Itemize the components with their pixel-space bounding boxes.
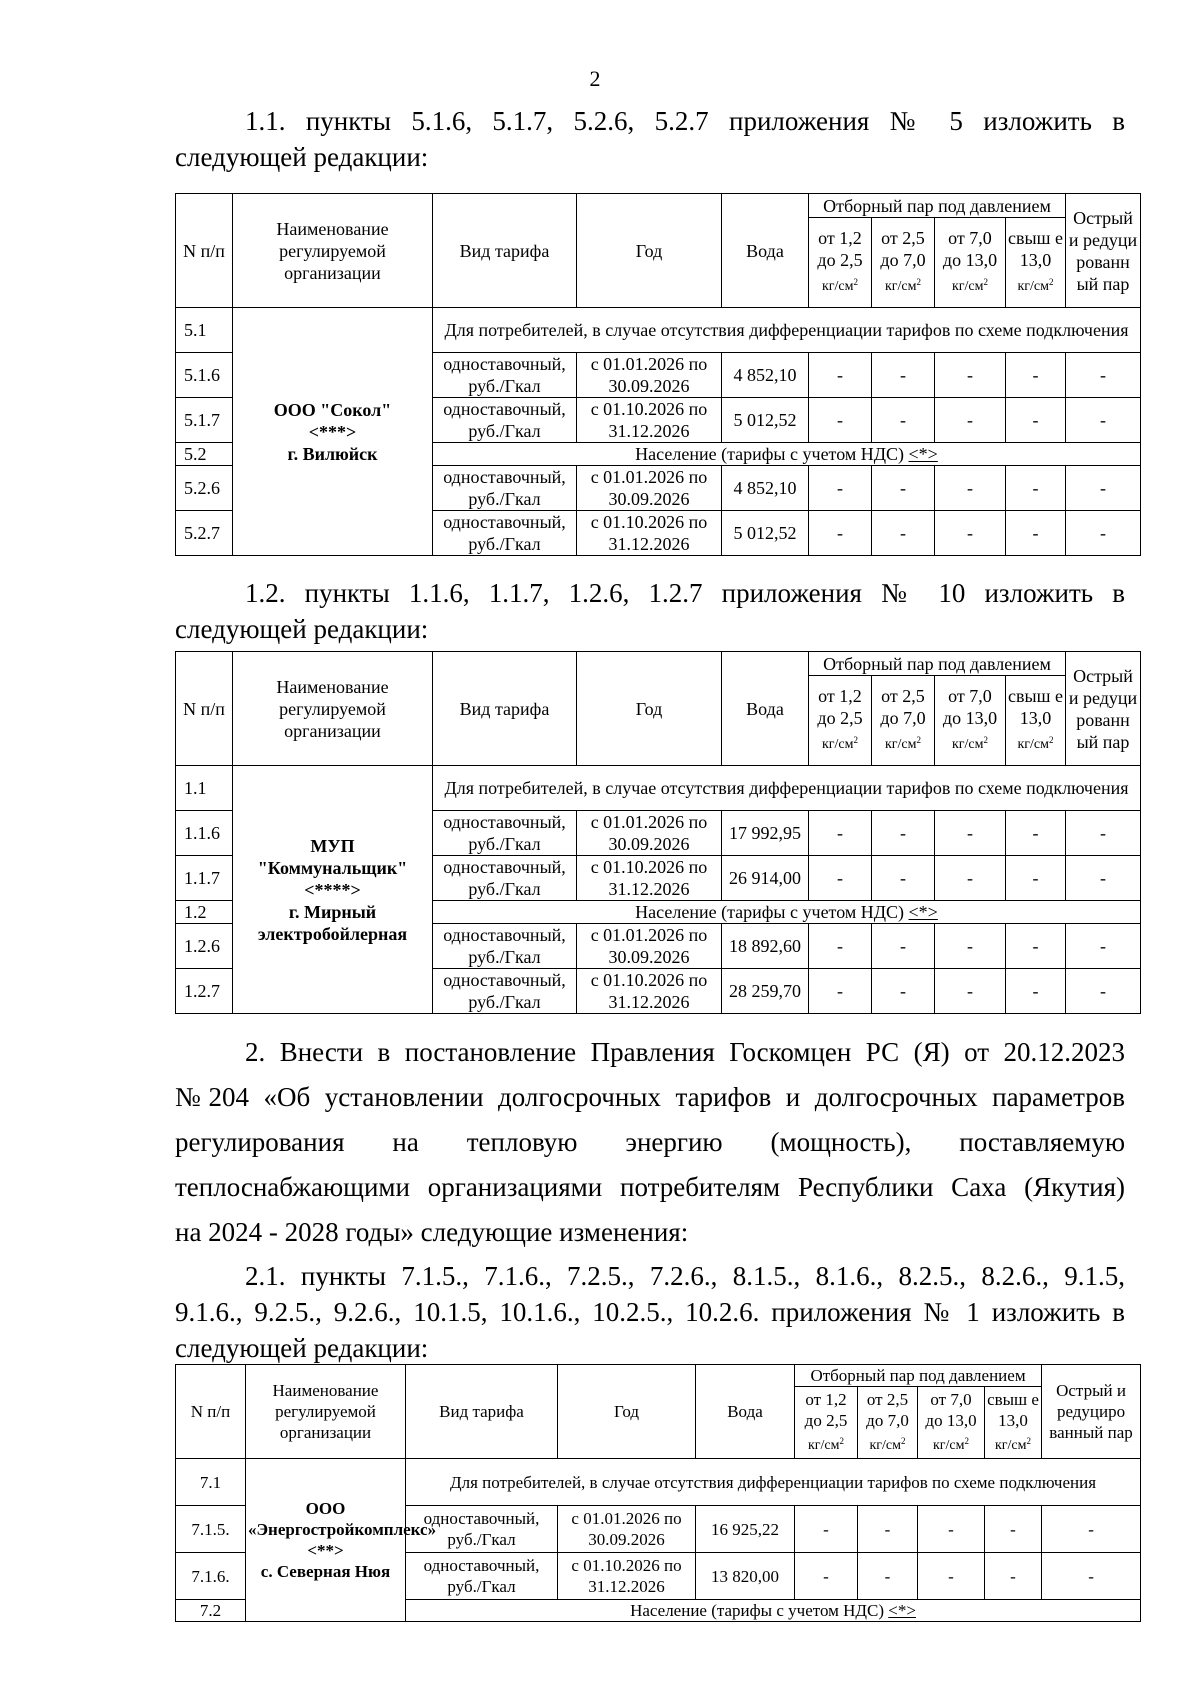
header-water: Вода xyxy=(722,194,809,308)
org-ref: <****> xyxy=(304,879,361,900)
paragraph-2-line1: 2. Внести в постановление Правления Госкомцен РС (Я) от 20.12.2023 xyxy=(245,1037,1125,1067)
org-city: г. Мирный xyxy=(288,901,377,922)
header-pressure-1: от 1,2 до 2,5 $кг/см^2$ xyxy=(809,676,872,766)
dash: - xyxy=(935,856,1006,901)
paragraph-1-1-line2: следующей редакции: xyxy=(175,142,429,172)
header-num: N п/п xyxy=(176,652,233,766)
dash: - xyxy=(918,1506,985,1553)
org-ref: <***> xyxy=(308,421,357,442)
header-water: Вода xyxy=(696,1365,795,1459)
header-pressure-4: свыш е 13,0 $кг/см^2$ xyxy=(1006,218,1066,308)
dash: - xyxy=(1042,1506,1141,1553)
no-diff-label: Для потребителей, в случае отсутствия дифференциации тарифов по схеме подключения xyxy=(406,1459,1141,1506)
period: с 01.10.2026 по 31.12.2026 xyxy=(577,398,722,443)
org-name-cell xyxy=(233,766,433,1014)
tariff-type: одноставочный, руб./Гкал xyxy=(433,466,577,511)
period: с 01.10.2026 по 31.12.2026 xyxy=(558,1553,696,1600)
header-year: Год xyxy=(577,652,722,766)
row-num: 5.2.6 xyxy=(176,466,233,511)
header-tariff-type: Вид тарифа xyxy=(433,652,577,766)
header-num: N п/п xyxy=(176,194,233,308)
org-name: МУП "Коммунальщик" xyxy=(257,835,408,878)
row-num: 5.1.7 xyxy=(176,398,233,443)
dash: - xyxy=(872,353,935,398)
row-num: 1.1.6 xyxy=(176,811,233,856)
period: с 01.01.2026 по 30.09.2026 xyxy=(558,1506,696,1553)
dash: - xyxy=(809,466,872,511)
dash: - xyxy=(1066,466,1141,511)
row-num: 1.2 xyxy=(176,901,233,924)
header-pressure-2: от 2,5 до 7,0 $кг/см^2$ xyxy=(872,676,935,766)
row-num: 7.1.5. xyxy=(176,1506,246,1553)
row-num: 1.2.6 xyxy=(176,924,233,969)
no-diff-label: Для потребителей, в случае отсутствия дифференциации тарифов по схеме подключения xyxy=(433,308,1141,353)
paragraph-2-line2: №204 «Об установлении долгосрочных тарифов и долгосрочных параметров xyxy=(175,1082,1125,1112)
dash: - xyxy=(1066,353,1141,398)
header-steam: Отборный пар под давлением xyxy=(795,1365,1042,1387)
dash: - xyxy=(809,353,872,398)
dash: - xyxy=(809,398,872,443)
paragraph-1-2-line1: 1.2. пункты 1.1.6, 1.1.7, 1.2.6, 1.2.7 приложения № 10 изложить в xyxy=(245,578,1125,608)
dash: - xyxy=(935,811,1006,856)
header-pressure-2: от 2,5 до 7,0 $кг/см^2$ xyxy=(858,1387,918,1459)
header-year: Год xyxy=(577,194,722,308)
dash: - xyxy=(935,511,1006,556)
dash: - xyxy=(1042,1553,1141,1600)
tariff-type: одноставочный, руб./Гкал xyxy=(433,398,577,443)
paragraph-2-line5: на 2024 - 2028 годы» следующие изменения: xyxy=(175,1217,689,1247)
row-num: 5.1 xyxy=(176,308,233,353)
tariff-type: одноставочный, руб./Гкал xyxy=(433,969,577,1014)
tariff-table-1 xyxy=(175,193,1141,556)
dash: - xyxy=(1006,811,1066,856)
water-value: 5 012,52 xyxy=(722,511,809,556)
tariff-table-3 xyxy=(175,1364,1141,1622)
row-num: 7.1.6. xyxy=(176,1553,246,1600)
dash: - xyxy=(1006,511,1066,556)
dash: - xyxy=(858,1553,918,1600)
row-num: 5.2 xyxy=(176,443,233,466)
dash: - xyxy=(872,511,935,556)
row-num: 1.2.7 xyxy=(176,969,233,1014)
period: с 01.10.2026 по 31.12.2026 xyxy=(577,856,722,901)
period: с 01.01.2026 по 30.09.2026 xyxy=(577,811,722,856)
row-num: 5.2.7 xyxy=(176,511,233,556)
paragraph-1-2-line2: следующей редакции: xyxy=(175,614,429,644)
org-city: с. Северная Нюя xyxy=(260,1562,391,1581)
row-num: 7.2 xyxy=(176,1600,246,1622)
no-diff-label: Для потребителей, в случае отсутствия дифференциации тарифов по схеме подключения xyxy=(433,766,1141,811)
dash: - xyxy=(1066,511,1141,556)
org-city: г. Вилюйск xyxy=(287,443,378,464)
dash: - xyxy=(795,1553,858,1600)
paragraph-2-line3: регулирования на тепловую энергию (мощность), поставляемую xyxy=(175,1127,1125,1157)
dash: - xyxy=(809,811,872,856)
dash: - xyxy=(1006,856,1066,901)
row-num: 1.1 xyxy=(176,766,233,811)
paragraph-1-1-line1: 1.1. пункты 5.1.6, 5.1.7, 5.2.6, 5.2.7 приложения № 5 изложить в xyxy=(245,106,1125,136)
paragraph-2-1-line1: 2.1. пункты 7.1.5., 7.1.6., 7.2.5., 7.2.6., 8.1.5., 8.1.6., 8.2.5., 8.2.6., 9.1.5, xyxy=(245,1261,1125,1291)
period: с 01.01.2026 по 30.09.2026 xyxy=(577,924,722,969)
water-value: 4 852,10 xyxy=(722,466,809,511)
dash: - xyxy=(872,856,935,901)
population-label: Население (тарифы с учетом НДС) <*> xyxy=(433,901,1141,924)
tariff-type: одноставочный, руб./Гкал xyxy=(406,1506,558,1553)
header-pressure-3: от 7,0 до 13,0 $кг/см^2$ xyxy=(935,218,1006,308)
paragraph-2-line4: теплоснабжающими организациями потребителям Республики Саха (Якутия) xyxy=(175,1172,1125,1202)
dash: - xyxy=(1006,353,1066,398)
header-pressure-1: от 1,2 до 2,5 $кг/см^2$ xyxy=(809,218,872,308)
period: с 01.10.2026 по 31.12.2026 xyxy=(577,969,722,1014)
tariff-type: одноставочный, руб./Гкал xyxy=(433,856,577,901)
header-year: Год xyxy=(558,1365,696,1459)
water-value: 4 852,10 xyxy=(722,353,809,398)
dash: - xyxy=(1066,856,1141,901)
paragraph-2-1-line3: следующей редакции: xyxy=(175,1333,429,1363)
header-sharp-steam: Острый и редуци рованн ый пар xyxy=(1066,194,1141,308)
dash: - xyxy=(935,466,1006,511)
paragraph-2-1-line2: 9.1.6., 9.2.5., 9.2.6., 10.1.5, 10.1.6., 10.2.5., 10.2.6. приложения № 1 изложить в xyxy=(175,1297,1125,1327)
dash: - xyxy=(918,1553,985,1600)
population-label: Население (тарифы с учетом НДС) <*> xyxy=(406,1600,1141,1622)
tariff-type: одноставочный, руб./Гкал xyxy=(433,511,577,556)
dash: - xyxy=(809,856,872,901)
dash: - xyxy=(1006,398,1066,443)
water-value: 26 914,00 xyxy=(722,856,809,901)
dash: - xyxy=(985,1553,1042,1600)
row-num: 1.1.7 xyxy=(176,856,233,901)
dash: - xyxy=(1066,398,1141,443)
dash: - xyxy=(1066,811,1141,856)
org-name: ООО «Энергостройкомплекс» xyxy=(248,1499,437,1539)
header-org: Наименование регулируемой организации xyxy=(233,652,433,766)
period: с 01.10.2026 по 31.12.2026 xyxy=(577,511,722,556)
dash: - xyxy=(935,398,1006,443)
header-pressure-1: от 1,2 до 2,5 $кг/см^2$ xyxy=(795,1387,858,1459)
header-pressure-2: от 2,5 до 7,0 $кг/см^2$ xyxy=(872,218,935,308)
header-tariff-type: Вид тарифа xyxy=(406,1365,558,1459)
water-value: 17 992,95 xyxy=(722,811,809,856)
dash: - xyxy=(985,1506,1042,1553)
tariff-type: одноставочный, руб./Гкал xyxy=(433,353,577,398)
header-org: Наименование регулируемой организации xyxy=(233,194,433,308)
dash: - xyxy=(1006,924,1066,969)
dash: - xyxy=(795,1506,858,1553)
header-steam: Отборный пар под давлением xyxy=(809,194,1066,218)
org-name-cell xyxy=(233,308,433,556)
org-ref: <**> xyxy=(307,1541,344,1560)
dash: - xyxy=(872,969,935,1014)
dash: - xyxy=(872,811,935,856)
dash: - xyxy=(1066,924,1141,969)
tariff-table-2 xyxy=(175,651,1141,1014)
page-number: 2 xyxy=(589,66,601,91)
water-value: 18 892,60 xyxy=(722,924,809,969)
period: с 01.01.2026 по 30.09.2026 xyxy=(577,353,722,398)
water-value: 5 012,52 xyxy=(722,398,809,443)
dash: - xyxy=(1066,969,1141,1014)
dash: - xyxy=(872,398,935,443)
dash: - xyxy=(1006,466,1066,511)
header-sharp-steam: Острый и редуциро ванный пар xyxy=(1042,1365,1141,1459)
header-sharp-steam: Острый и редуци рованн ый пар xyxy=(1066,652,1141,766)
header-tariff-type: Вид тарифа xyxy=(433,194,577,308)
header-pressure-3: от 7,0 до 13,0 $кг/см^2$ xyxy=(918,1387,985,1459)
dash: - xyxy=(809,511,872,556)
header-water: Вода xyxy=(722,652,809,766)
row-num: 5.1.6 xyxy=(176,353,233,398)
water-value: 28 259,70 xyxy=(722,969,809,1014)
tariff-type: одноставочный, руб./Гкал xyxy=(433,811,577,856)
dash: - xyxy=(872,924,935,969)
period: с 01.01.2026 по 30.09.2026 xyxy=(577,466,722,511)
org-extra: электробойлерная xyxy=(257,923,408,944)
header-pressure-4: свыш е 13,0 $кг/см^2$ xyxy=(985,1387,1042,1459)
population-label: Население (тарифы с учетом НДС) <*> xyxy=(433,443,1141,466)
header-steam: Отборный пар под давлением xyxy=(809,652,1066,676)
org-name: ООО "Сокол" xyxy=(273,399,392,420)
header-num: N п/п xyxy=(176,1365,246,1459)
header-pressure-4: свыш е 13,0 $кг/см^2$ xyxy=(1006,676,1066,766)
dash: - xyxy=(935,353,1006,398)
water-value: 16 925,22 xyxy=(696,1506,795,1553)
dash: - xyxy=(809,924,872,969)
row-num: 7.1 xyxy=(176,1459,246,1506)
header-pressure-3: от 7,0 до 13,0 $кг/см^2$ xyxy=(935,676,1006,766)
dash: - xyxy=(1006,969,1066,1014)
dash: - xyxy=(872,466,935,511)
header-org: Наименование регулируемой организации xyxy=(246,1365,406,1459)
dash: - xyxy=(935,924,1006,969)
water-value: 13 820,00 xyxy=(696,1553,795,1600)
dash: - xyxy=(858,1506,918,1553)
tariff-type: одноставочный, руб./Гкал xyxy=(433,924,577,969)
dash: - xyxy=(935,969,1006,1014)
tariff-type: одноставочный, руб./Гкал xyxy=(406,1553,558,1600)
org-name-cell xyxy=(246,1459,437,1622)
dash: - xyxy=(809,969,872,1014)
